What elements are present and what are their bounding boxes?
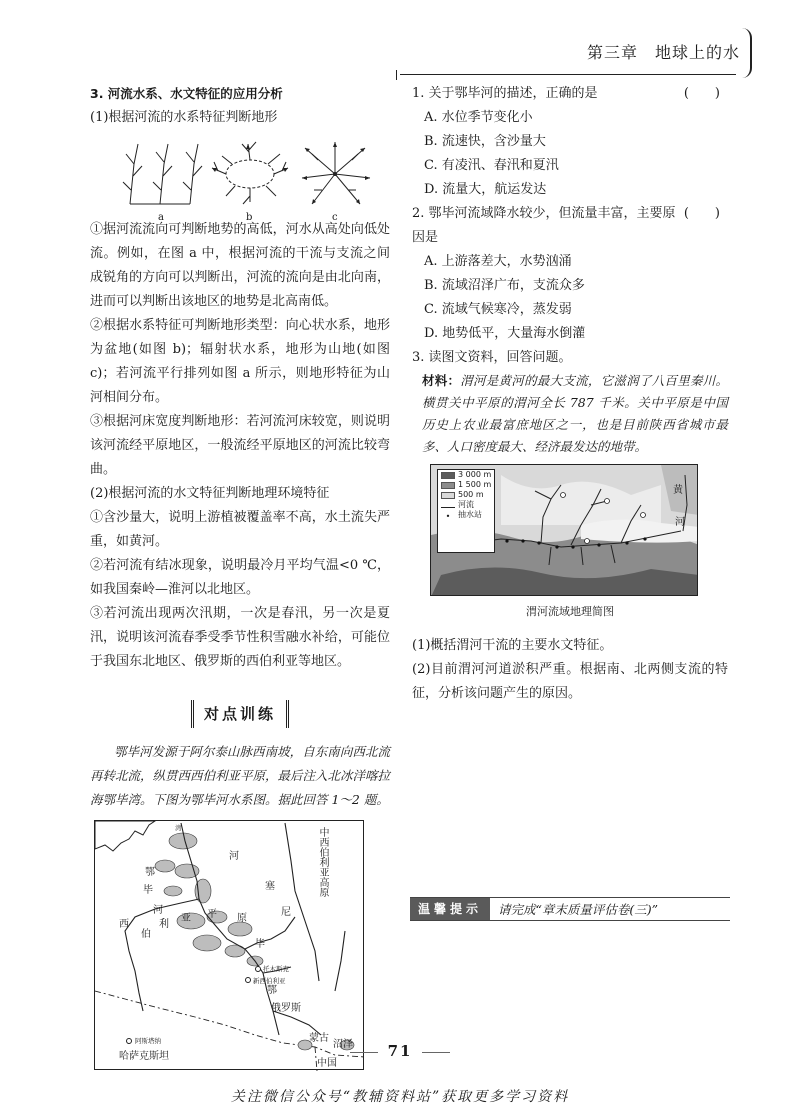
- sub-question-1: (1)概括渭河干流的主要水文特征。: [412, 638, 613, 653]
- legend-row-3000: 3 000 m: [438, 470, 494, 480]
- map-label-ni: 尼: [281, 907, 291, 918]
- question-1-option-a: A. 水位季节变化小: [424, 110, 533, 125]
- fig-label-c: c: [332, 212, 338, 223]
- map-label-he2: 河: [229, 851, 239, 862]
- question-2-stem: 2. 鄂毕河流域降水较少，但流量丰富，主要原因是: [412, 206, 676, 245]
- map-label-china: 中国: [317, 1058, 337, 1069]
- subheading-2: (2)根据河流的水文特征判断地理环境特征: [90, 486, 330, 501]
- question-2-option-c: C. 流域气候寒冷，蒸发弱: [424, 302, 572, 317]
- paragraph-1: ①据河流流向可判断地势的高低，河水从高处向低处流。例如，在图 a 中，根据河流的干流与支流之间成锐角的方向可以判断出，河流的流向是由北向南，进而可以判断出该地区的地势是北高南低。: [90, 222, 390, 309]
- paragraph-5: ②若河流有结冰现象，说明最冷月平均气温<0 ℃，如我国秦岭—淮河以北地区。: [90, 558, 390, 597]
- question-2-option-d: D. 地势低平，大量海水倒灌: [424, 326, 586, 341]
- ob-river-map: [94, 820, 364, 1070]
- legend-row-river: 河流: [438, 500, 494, 510]
- tip-bar: [410, 897, 730, 921]
- legend-row-1500: 1 500 m: [438, 480, 494, 490]
- map-label-gulf: 湾: [175, 824, 182, 832]
- question-2-option-b: B. 流域沼泽广布，支流众多: [424, 278, 585, 293]
- legend-row-500: 500 m: [438, 490, 494, 500]
- tip-label: 温馨提示: [410, 898, 490, 920]
- header-tick: [396, 70, 406, 80]
- right-column: [412, 82, 728, 706]
- page-number-value: 71: [387, 1042, 413, 1060]
- map-label-ya: 亚: [181, 913, 191, 924]
- question-2: [412, 202, 728, 346]
- paragraph-4: ①含沙量大，说明上游植被覆盖率不高，水土流失严重，如黄河。: [90, 510, 390, 549]
- fig-label-a: a: [158, 212, 164, 223]
- header-bracket: [742, 28, 752, 78]
- weihe-map: [430, 464, 698, 596]
- map-label-bi2: 毕: [255, 939, 265, 950]
- question-1-option-d: D. 流量大，航运发达: [424, 182, 547, 197]
- chapter-header: 第三章 地球上的水: [586, 43, 740, 62]
- paragraph-2: ②根据水系特征可判断地形类型：向心状水系，地形为盆地(如图 b)；辐射状水系，地形为山地(如图 c)；若河流平行排列如图 a 所示，则地形特征为山河相间分布。: [90, 318, 390, 405]
- question-1-answer-paren: ( ): [683, 86, 720, 101]
- map-label-novosibirsk: 新西伯利亚: [253, 977, 286, 985]
- practice-intro: 鄂毕河发源于阿尔泰山脉西南坡，自东南向西北流再转北流，纵贯西西伯利亚平原，最后注入北冰洋喀拉海鄂毕湾。下图为鄂毕河水系图。据此回答 1～2 题。: [90, 744, 391, 807]
- practice-title: 对点训练: [191, 700, 289, 728]
- map-label-mid-plateau: 中西伯利亚高原: [317, 827, 328, 897]
- sub-question-2: (2)目前渭河河道淤积严重。根据南、北两侧支流的特征，分析该问题产生的原因。: [412, 662, 728, 701]
- map-label-kazakhstan: 哈萨克斯坦: [119, 1051, 169, 1062]
- section-title: 3. 河流水系、水文特征的应用分析: [90, 86, 283, 101]
- question-3-stem: 3. 读图文资料，回答问题。: [412, 350, 572, 365]
- material-block: [412, 370, 728, 458]
- map-label-xi: 西: [119, 919, 129, 930]
- map-label-ping: 平: [207, 909, 217, 920]
- legend-row-station: • 抽水站: [445, 510, 482, 521]
- map-label-russia: 俄罗斯: [271, 1003, 301, 1014]
- map-label-bi: 毕: [143, 885, 153, 896]
- question-1: [412, 82, 728, 202]
- footer-note: 关注微信公众号“教辅资料站”获取更多学习资料: [230, 1089, 570, 1105]
- river-pattern-drawing: [90, 134, 390, 214]
- question-1-option-b: B. 流速快，含沙量大: [424, 134, 546, 149]
- header-rule: [400, 74, 736, 75]
- question-1-option-c: C. 有凌汛、春汛和夏汛: [424, 158, 559, 173]
- map-label-he: 河: [153, 905, 163, 916]
- subheading-1: (1)根据河流的水系特征判断地形: [90, 110, 278, 125]
- page-number: [0, 1042, 800, 1060]
- map2-label-he: 河: [675, 517, 685, 528]
- weihe-map-legend: [437, 469, 495, 553]
- material-label: 材料：: [422, 373, 461, 388]
- fig-label-b: b: [246, 212, 253, 223]
- map-label-yuan: 原: [237, 913, 247, 924]
- map-label-li: 利: [159, 919, 169, 930]
- map-label-mongolia: 蒙古: [309, 1033, 329, 1044]
- material-text: 渭河是黄河的最大支流，它滋润了八百里秦川。横贯关中平原的渭河全长 787 千米。关中平原是中国历史上农业最富庶地区之一，也是目前陕西省城市最多、人口密度最大、经济最发达的地带。: [422, 373, 728, 454]
- paragraph-3: ③根据河床宽度判断地形：若河流河床较宽，则说明该河流经平原地区，一般流经平原地区的河流比较弯曲。: [90, 414, 390, 477]
- map-label-e: 鄂: [267, 985, 277, 996]
- map-label-e-bi: 鄂: [145, 867, 155, 878]
- weihe-map-caption: 渭河流域地理简图: [526, 605, 614, 618]
- question-2-answer-paren: ( ): [683, 206, 720, 221]
- map-label-tomsk: 托木斯克: [263, 965, 289, 973]
- map-label-swamp-legend: 沼泽: [333, 1039, 353, 1050]
- map-label-astana: 阿斯塔纳: [135, 1037, 161, 1045]
- tip-text: 请完成“章末质量评估卷(三)”: [498, 902, 659, 917]
- question-1-stem: 1. 关于鄂毕河的描述，正确的是: [412, 86, 598, 101]
- river-pattern-figure: [90, 134, 390, 223]
- paragraph-6: ③若河流出现两次汛期，一次是春汛，另一次是夏汛，说明该河流春季受季节性积雪融水补给，可能位于我国东北地区、俄罗斯的西伯利亚等地区。: [90, 606, 390, 669]
- map-label-bo: 伯: [141, 929, 151, 940]
- map2-label-huang: 黄: [673, 485, 683, 496]
- question-2-option-a: A. 上游落差大，水势汹涌: [424, 254, 572, 269]
- map-label-sai: 塞: [265, 881, 275, 892]
- practice-banner: [90, 700, 390, 730]
- left-column: [90, 82, 390, 1070]
